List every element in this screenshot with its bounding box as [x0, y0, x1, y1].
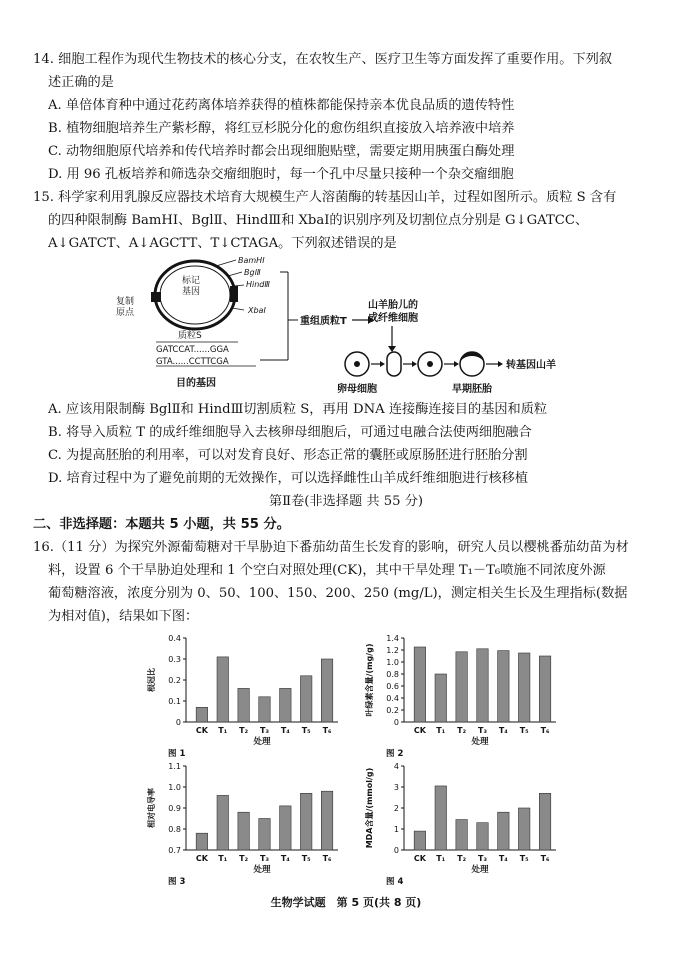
- x-tick-label: T₃: [477, 854, 487, 863]
- x-tick-label: T₄: [498, 854, 508, 863]
- bar: [300, 676, 311, 722]
- x-tick-label: T₂: [457, 726, 467, 735]
- chart-fig2: [358, 630, 568, 758]
- x-tick-label: T₄: [498, 726, 508, 735]
- y-tick-label: 0.8: [168, 825, 181, 834]
- y-tick-label: 3: [393, 783, 399, 792]
- q15-stem-line3: A↓GATCT、A↓AGCTT、T↓CTAGA。下列叙述错误的是: [48, 236, 397, 251]
- marker-block: [230, 286, 238, 302]
- bar: [300, 793, 311, 850]
- fibroblast-label-1: 山羊胎儿的: [368, 300, 418, 311]
- y-tick-label: 1.2: [386, 646, 399, 655]
- chart-title: 图 1: [168, 749, 186, 759]
- y-tick-label: 0.4: [386, 694, 399, 703]
- chart-fig4: [358, 758, 568, 886]
- bar: [477, 649, 488, 722]
- q14-stem-line1: 14. 细胞工程作为现代生物技术的核心分支，在农牧生产、医疗卫生等方面发挥了重要作用。下列叙: [33, 52, 613, 67]
- fibroblast-label-2: 成纤维细胞: [368, 313, 418, 324]
- x-tick-label: CK: [413, 726, 426, 735]
- part2-header: 第Ⅱ卷(非选择题 共 55 分): [268, 494, 424, 509]
- x-tick-label: T₃: [259, 854, 269, 863]
- bar: [259, 697, 270, 722]
- y-tick-label: 0.8: [386, 670, 399, 679]
- x-axis-label: 处理: [253, 737, 271, 747]
- chart-title: 图 4: [386, 877, 404, 887]
- bar: [477, 823, 488, 850]
- ori-block: [151, 292, 161, 302]
- target-gene-label: 目的基因: [176, 378, 216, 389]
- x-axis-label: 处理: [471, 865, 489, 875]
- y-tick-label: 1.0: [386, 658, 399, 667]
- bar: [321, 659, 332, 722]
- marker-label-2: 基因: [182, 287, 201, 297]
- ori-label-2: 原点: [116, 308, 135, 318]
- bar: [238, 688, 249, 722]
- x-tick-label: T₁: [218, 726, 228, 735]
- bar: [518, 808, 529, 850]
- bar: [518, 653, 529, 722]
- bar: [456, 652, 467, 722]
- q14-option-d: D. 用 96 孔板培养和筛选杂交瘤细胞时，每一个孔中尽量只接种一个杂交瘤细胞: [48, 167, 514, 182]
- y-tick-label: 0: [393, 846, 399, 855]
- plasmid-label: 质粒S: [178, 331, 202, 341]
- bar: [280, 806, 291, 850]
- q16-line2: 料，设置 6 个干旱胁迫处理和 1 个空白对照处理(CK)，其中干旱处理 T₁－T₆喷施不同浓度外源: [48, 563, 606, 578]
- bgl-label: BglⅡ: [244, 268, 261, 277]
- x-tick-label: CK: [413, 854, 426, 863]
- y-tick-label: 0.9: [168, 804, 181, 813]
- bar: [498, 651, 509, 722]
- bar: [321, 791, 332, 850]
- x-tick-label: T₆: [540, 854, 550, 863]
- chart-title: 图 3: [168, 877, 186, 887]
- q15-stem-line2: 的四种限制酶 BamHⅠ、BglⅡ、HindⅢ和 XbaⅠ的识别序列及切割位点分别是 G↓GATCC、: [48, 213, 589, 228]
- x-tick-label: T₂: [457, 854, 467, 863]
- q15-option-c: C. 为提高胚胎的利用率，可以对发育良好、形态正常的囊胚或原肠胚进行胚胎分割: [48, 448, 528, 463]
- x-tick-label: T₃: [259, 726, 269, 735]
- q16-line4: 为相对值)，结果如下图：: [48, 609, 199, 624]
- y-tick-label: 0.2: [386, 706, 399, 715]
- section-heading: 二、非选择题：本题共 5 小题，共 55 分。: [33, 517, 290, 532]
- bar: [196, 707, 207, 722]
- bar: [539, 793, 550, 850]
- chart-fig1: [140, 630, 350, 758]
- fused-cell: [387, 352, 401, 376]
- bar: [456, 820, 467, 850]
- y-tick-label: 0: [175, 718, 181, 727]
- y-tick-label: 0.6: [386, 682, 399, 691]
- q15-option-d: D. 培育过程中为了避免前期的无效操作，可以选择雌性山羊成纤维细胞进行核移植: [48, 471, 529, 486]
- y-tick-label: 4: [393, 762, 399, 771]
- y-axis-label: 根冠比: [147, 668, 156, 692]
- x-tick-label: T₁: [436, 854, 446, 863]
- bar: [498, 812, 509, 850]
- y-axis-label: MDA含量/(mmol/g): [365, 767, 374, 849]
- sequence-bottom: GTA......CCTTCGA: [156, 357, 229, 367]
- bar: [196, 833, 207, 850]
- y-tick-label: 0.7: [168, 846, 181, 855]
- bar: [414, 831, 425, 850]
- x-axis-label: 处理: [253, 865, 271, 875]
- x-tick-label: T₅: [519, 726, 529, 735]
- y-tick-label: 0: [393, 718, 399, 727]
- x-axis-label: 处理: [471, 737, 489, 747]
- y-tick-label: 0.2: [168, 676, 181, 685]
- q15-stem-line1: 15. 科学家利用乳腺反应器技术培育大规模生产人溶菌酶的转基因山羊，过程如图所示。质粒 S 含有: [33, 190, 617, 205]
- bar: [217, 795, 228, 850]
- chart-title: 图 2: [386, 749, 404, 759]
- sequence-top: GATCCAT......GGA: [156, 345, 229, 355]
- bamh-label: BamHⅠ: [238, 256, 265, 265]
- ori-label-1: 复制: [116, 297, 135, 307]
- y-axis-label: 相对电导率: [147, 788, 156, 828]
- q15-option-b: B. 将导入质粒 T 的成纤维细胞导入去核卵母细胞后，可通过电融合法使两细胞融合: [48, 425, 532, 440]
- recombinant-plasmid-label: 重组质粒T: [300, 316, 347, 327]
- bar: [435, 674, 446, 722]
- y-axis-label: 叶绿素含量/(mg/g): [365, 643, 374, 717]
- x-tick-label: CK: [195, 726, 208, 735]
- y-tick-label: 2: [393, 804, 399, 813]
- page-footer: 生物学试题 第 5 页(共 8 页): [270, 896, 422, 909]
- q14-option-b: B. 植物细胞培养生产紫杉醇，将红豆杉脱分化的愈伤组织直接放入培养液中培养: [48, 121, 515, 136]
- y-tick-label: 1.4: [386, 634, 399, 643]
- hind-label: HindⅢ: [246, 280, 270, 289]
- egg-cell-label: 卵母细胞: [337, 384, 377, 395]
- q16-line3: 葡萄糖溶液，浓度分别为 0、50、100、150、200、250 (mg/L)，测定相关生长及生理指标(数据: [48, 586, 628, 601]
- y-tick-label: 1: [393, 825, 399, 834]
- x-tick-label: T₅: [301, 854, 311, 863]
- x-tick-label: T₅: [519, 854, 529, 863]
- bar: [435, 786, 446, 850]
- x-tick-label: T₆: [540, 726, 550, 735]
- q16-line1: 16.（11 分）为探究外源葡萄糖对干旱胁迫下番茄幼苗生长发育的影响，研究人员以樱桃番茄幼苗为材: [33, 540, 629, 555]
- x-tick-label: T₁: [436, 726, 446, 735]
- y-tick-label: 1.1: [168, 762, 181, 771]
- transgenic-goat-label: 转基因山羊: [506, 360, 556, 371]
- y-tick-label: 0.3: [168, 655, 181, 664]
- q15-option-a: A. 应该用限制酶 BglⅡ和 HindⅢ切割质粒 S，再用 DNA 连接酶连接目的基因和质粒: [48, 402, 548, 417]
- x-tick-label: T₆: [322, 726, 332, 735]
- y-tick-label: 1.0: [168, 783, 181, 792]
- marker-label-1: 标记: [182, 276, 201, 286]
- x-tick-label: T₄: [280, 726, 290, 735]
- x-tick-label: T₆: [322, 854, 332, 863]
- xba-label: XbaⅠ: [248, 306, 266, 315]
- bar: [238, 812, 249, 850]
- x-tick-label: T₄: [280, 854, 290, 863]
- early-embryo-label: 早期胚胎: [452, 384, 492, 395]
- x-tick-label: T₂: [239, 854, 249, 863]
- x-tick-label: T₂: [239, 726, 249, 735]
- x-tick-label: T₃: [477, 726, 487, 735]
- x-tick-label: T₁: [218, 854, 228, 863]
- bar: [414, 647, 425, 722]
- x-tick-label: T₅: [301, 726, 311, 735]
- y-tick-label: 0.4: [168, 634, 181, 643]
- q14-option-c: C. 动物细胞原代培养和传代培养时都会出现细胞贴壁，需要定期用胰蛋白酶处理: [48, 144, 515, 159]
- chart-fig3: [140, 758, 350, 886]
- x-tick-label: CK: [195, 854, 208, 863]
- bar: [217, 657, 228, 722]
- bar: [280, 688, 291, 722]
- q14-stem-line2: 述正确的是: [48, 75, 114, 90]
- q14-option-a: A. 单倍体育种中通过花药离体培养获得的植株都能保持亲本优良品质的遗传特性: [48, 98, 515, 113]
- bar: [539, 656, 550, 722]
- bar: [259, 819, 270, 851]
- y-tick-label: 0.1: [168, 697, 181, 706]
- transgenic-goat-diagram: [116, 250, 600, 400]
